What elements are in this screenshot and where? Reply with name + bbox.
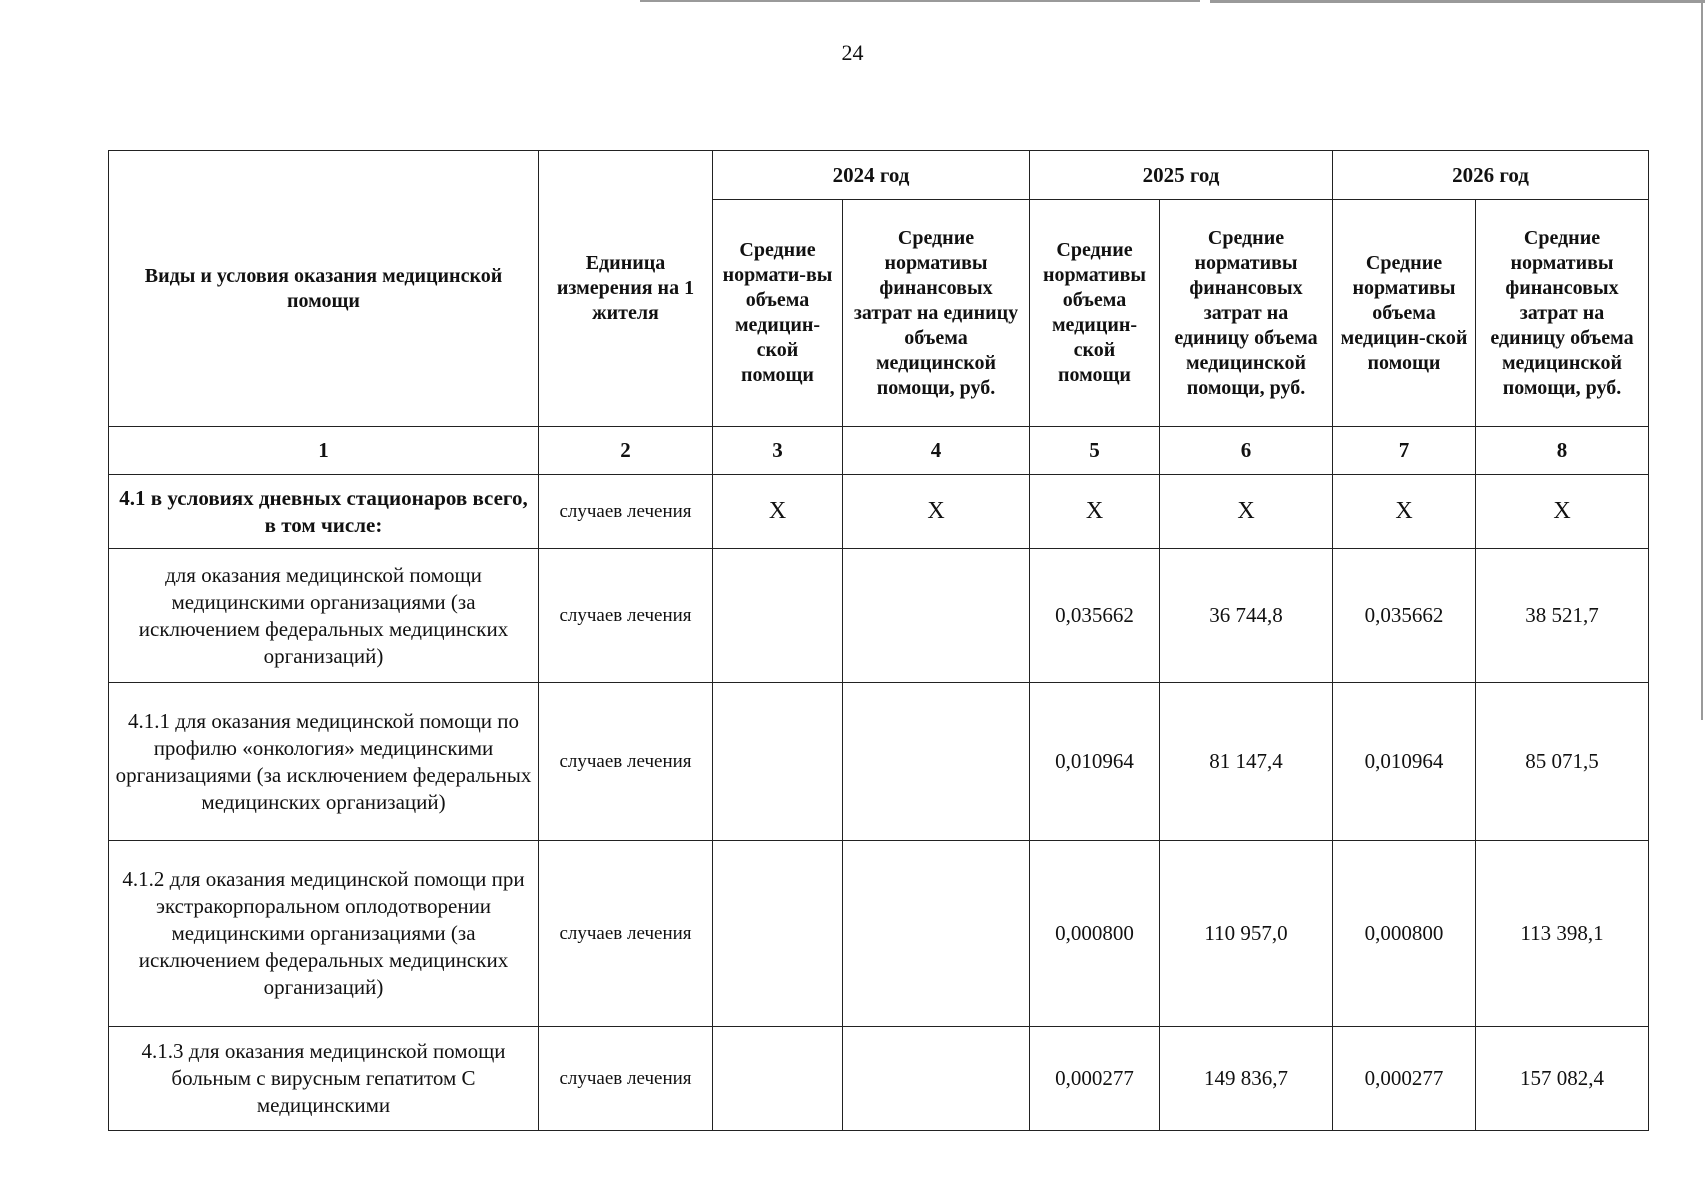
row-description: 4.1 в условиях дневных стационаров всего, в том числе: bbox=[109, 475, 539, 549]
header-kinds-conditions: Виды и условия оказания медицинской помощи bbox=[109, 151, 539, 427]
volume-2025: X bbox=[1030, 475, 1160, 549]
volume-2024 bbox=[713, 549, 843, 683]
cost-2026: 85 071,5 bbox=[1476, 683, 1649, 841]
cost-2024 bbox=[843, 1027, 1030, 1131]
cost-2024: X bbox=[843, 475, 1030, 549]
volume-2024 bbox=[713, 1027, 843, 1131]
volume-2026: 0,000277 bbox=[1333, 1027, 1476, 1131]
cost-2026: 113 398,1 bbox=[1476, 841, 1649, 1027]
cost-2026: X bbox=[1476, 475, 1649, 549]
volume-2024: X bbox=[713, 475, 843, 549]
header-year-2025: 2025 год bbox=[1030, 151, 1333, 200]
row-unit: случаев лечения bbox=[539, 841, 713, 1027]
table-row bbox=[109, 475, 1649, 549]
row-description: 4.1.2 для оказания медицинской помощи при экстракорпоральном оплодотворении медицинскими организациями (за исключением федеральных медицинских организаций) bbox=[109, 841, 539, 1027]
volume-2026: 0,035662 bbox=[1333, 549, 1476, 683]
cost-2026: 38 521,7 bbox=[1476, 549, 1649, 683]
cost-2025: 110 957,0 bbox=[1160, 841, 1333, 1027]
row-unit: случаев лечения bbox=[539, 683, 713, 841]
cost-2024 bbox=[843, 683, 1030, 841]
header-cost-2024: Средние нормативы финансовых затрат на единицу объема медицинской помощи, руб. bbox=[843, 200, 1030, 427]
header-unit: Единица измерения на 1 жителя bbox=[539, 151, 713, 427]
column-number: 7 bbox=[1333, 427, 1476, 475]
column-number: 8 bbox=[1476, 427, 1649, 475]
table-row bbox=[109, 549, 1649, 683]
volume-2026: 0,000800 bbox=[1333, 841, 1476, 1027]
header-cost-2026: Средние нормативы финансовых затрат на единицу объема медицинской помощи, руб. bbox=[1476, 200, 1649, 427]
volume-2025: 0,035662 bbox=[1030, 549, 1160, 683]
volume-2025: 0,000277 bbox=[1030, 1027, 1160, 1131]
row-unit: случаев лечения bbox=[539, 1027, 713, 1131]
table-row bbox=[109, 1027, 1649, 1131]
header-volume-2025: Средние нормативы объема медицин-ской помощи bbox=[1030, 200, 1160, 427]
volume-2024 bbox=[713, 683, 843, 841]
header-cost-2025: Средние нормативы финансовых затрат на единицу объема медицинской помощи, руб. bbox=[1160, 200, 1333, 427]
volume-2026: 0,010964 bbox=[1333, 683, 1476, 841]
row-description: 4.1.1 для оказания медицинской помощи по профилю «онкология» медицинскими организациями (за исключением федеральных медицинских организаций) bbox=[109, 683, 539, 841]
header-year-2026: 2026 год bbox=[1333, 151, 1649, 200]
page-number: 24 bbox=[841, 40, 864, 65]
row-description: для оказания медицинской помощи медицинскими организациями (за исключением федеральных медицинских организаций) bbox=[109, 549, 539, 683]
scan-edge-right bbox=[1701, 0, 1703, 720]
cost-2025: 36 744,8 bbox=[1160, 549, 1333, 683]
scan-edge-top-left bbox=[640, 0, 1200, 2]
table-row bbox=[109, 841, 1649, 1027]
column-number: 4 bbox=[843, 427, 1030, 475]
header-volume-2024: Средние нормати-вы объема медицин-ской помощи bbox=[713, 200, 843, 427]
row-unit: случаев лечения bbox=[539, 475, 713, 549]
cost-2025: X bbox=[1160, 475, 1333, 549]
column-number-row bbox=[109, 427, 1649, 475]
cost-2026: 157 082,4 bbox=[1476, 1027, 1649, 1131]
row-description: 4.1.3 для оказания медицинской помощи больным с вирусным гепатитом С медицинскими bbox=[109, 1027, 539, 1131]
column-number: 6 bbox=[1160, 427, 1333, 475]
cost-2024 bbox=[843, 549, 1030, 683]
header-volume-2026: Средние нормативы объема медицин-ской помощи bbox=[1333, 200, 1476, 427]
norms-table bbox=[108, 150, 1649, 1131]
table-row bbox=[109, 683, 1649, 841]
cost-2025: 149 836,7 bbox=[1160, 1027, 1333, 1131]
volume-2025: 0,010964 bbox=[1030, 683, 1160, 841]
column-number: 1 bbox=[109, 427, 539, 475]
column-number: 3 bbox=[713, 427, 843, 475]
column-number: 5 bbox=[1030, 427, 1160, 475]
volume-2026: X bbox=[1333, 475, 1476, 549]
cost-2025: 81 147,4 bbox=[1160, 683, 1333, 841]
header-year-2024: 2024 год bbox=[713, 151, 1030, 200]
volume-2025: 0,000800 bbox=[1030, 841, 1160, 1027]
cost-2024 bbox=[843, 841, 1030, 1027]
volume-2024 bbox=[713, 841, 843, 1027]
row-unit: случаев лечения bbox=[539, 549, 713, 683]
column-number: 2 bbox=[539, 427, 713, 475]
scan-edge-top-right bbox=[1210, 0, 1705, 3]
